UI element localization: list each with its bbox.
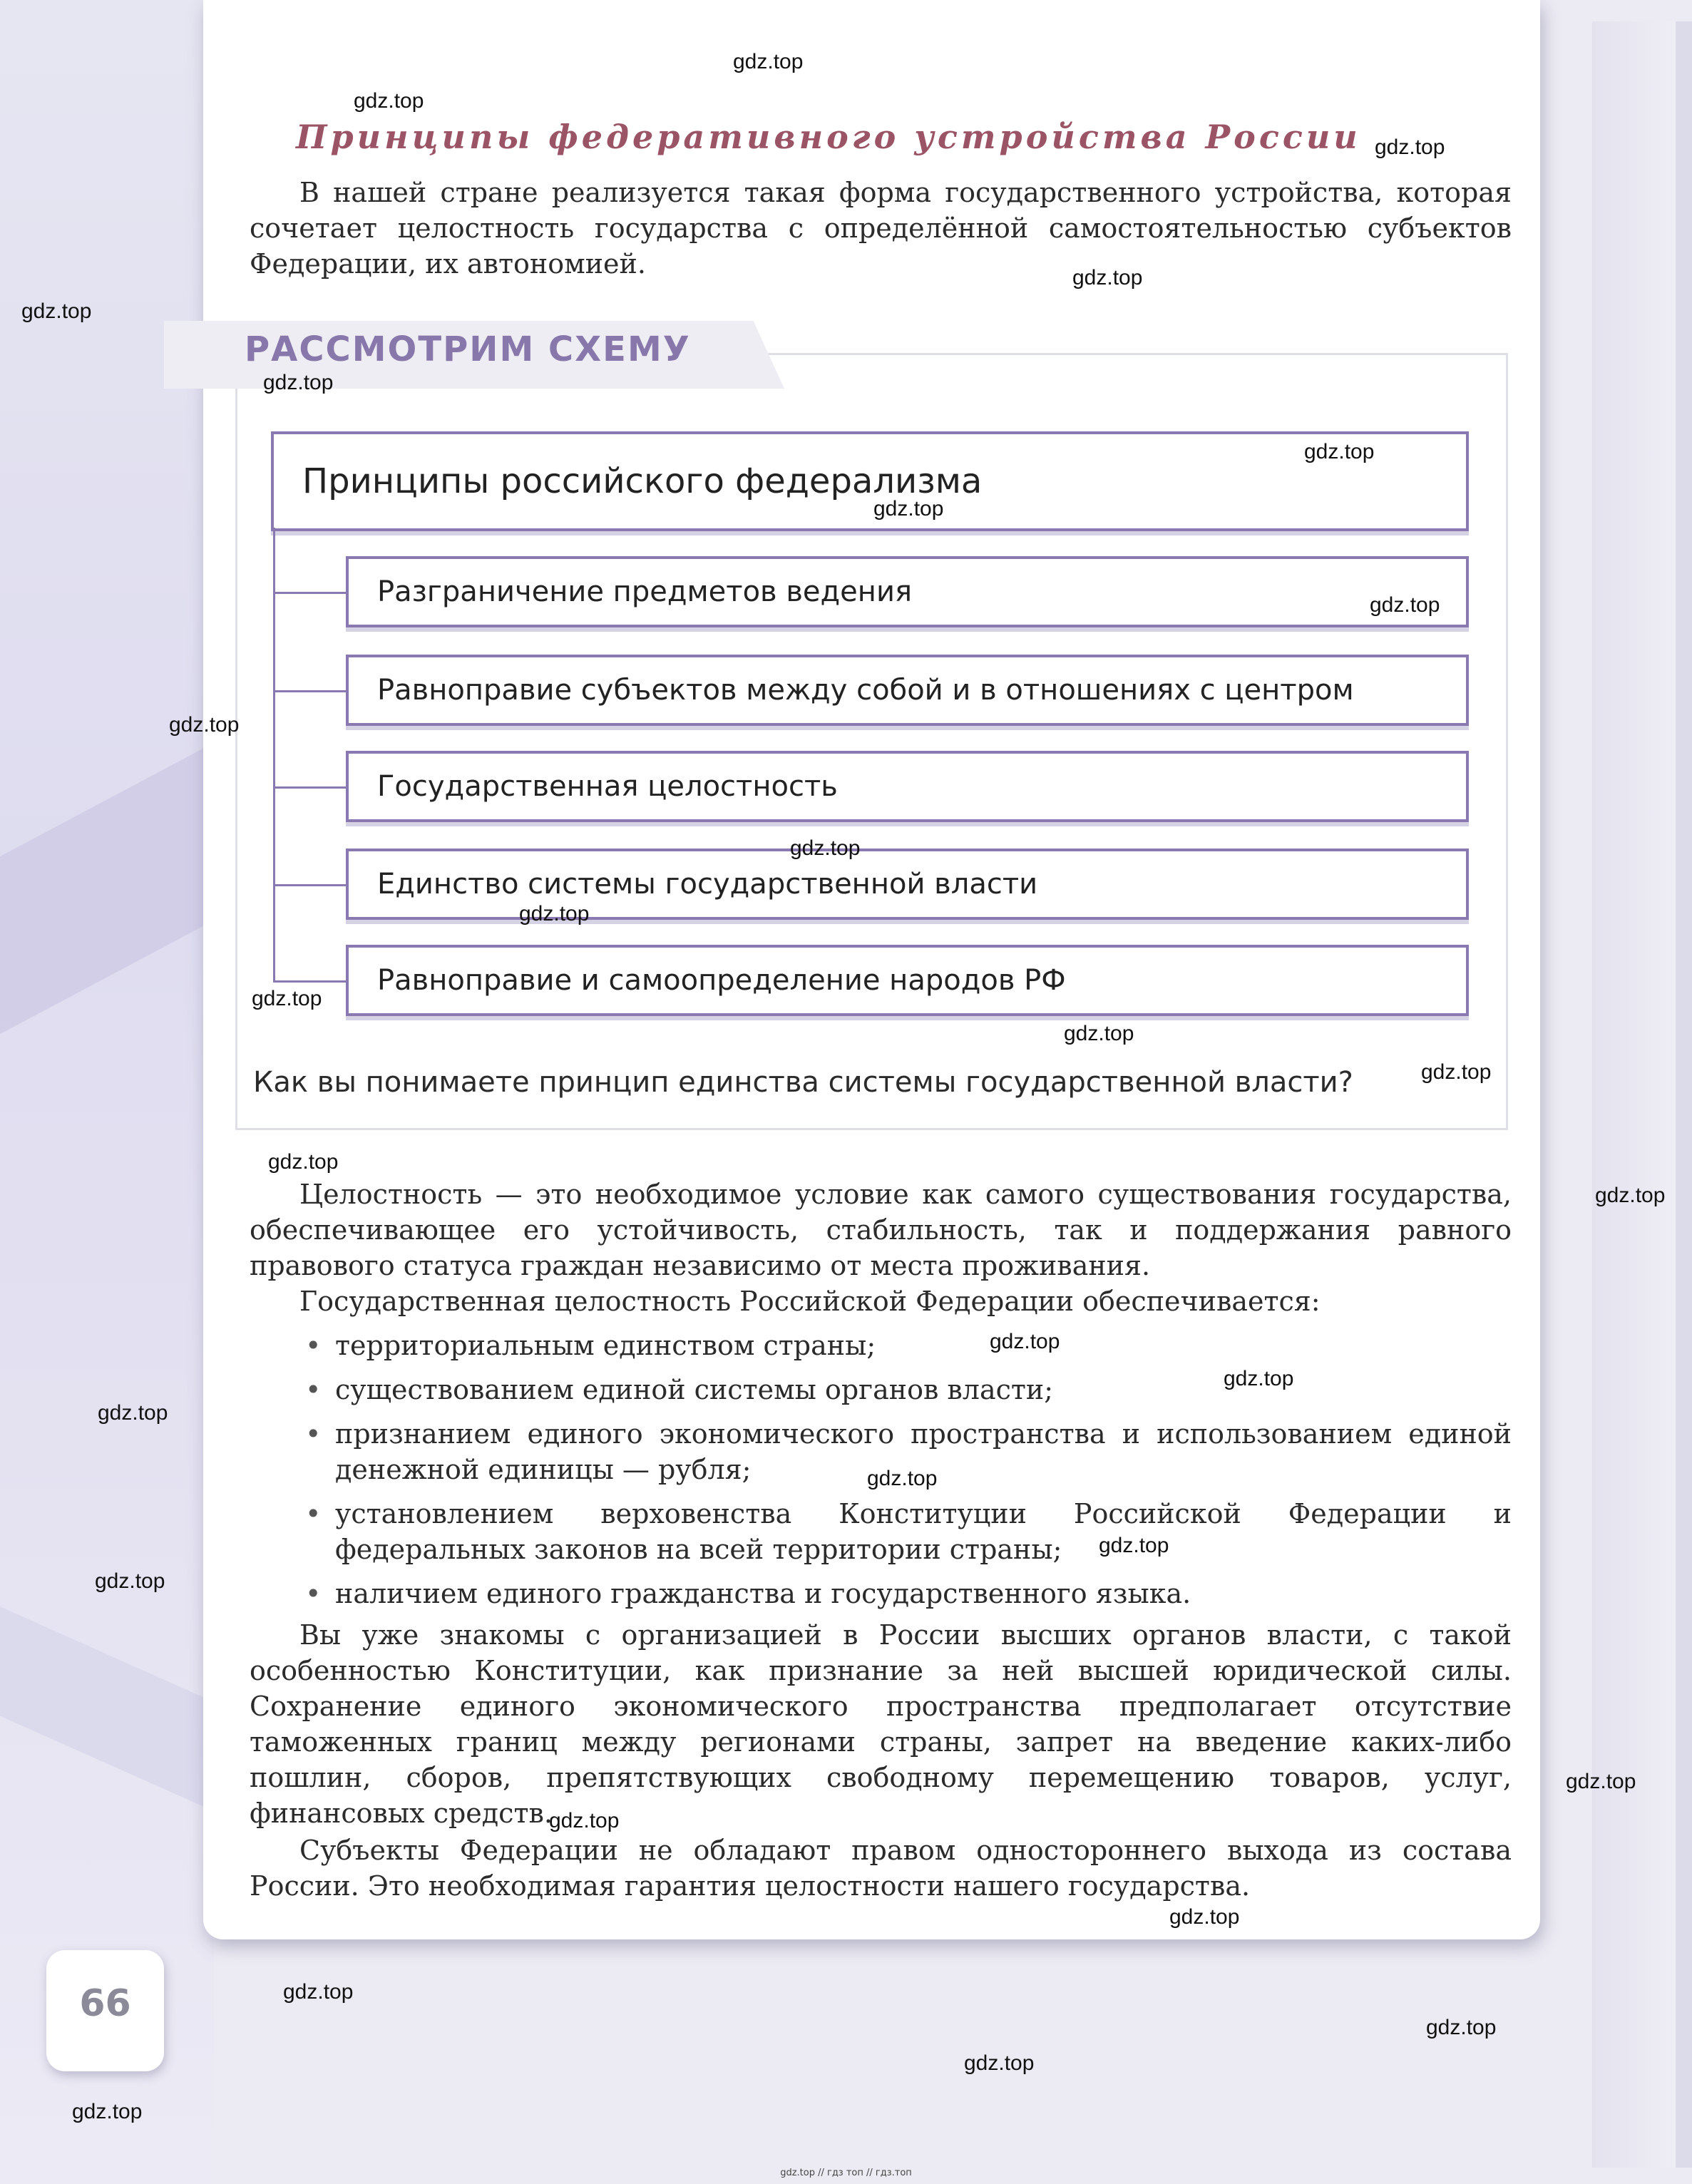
watermark: gdz.top: [990, 1330, 1060, 1353]
body-paragraph: [250, 1176, 1512, 1283]
watermark: gdz.top: [873, 497, 944, 521]
body-paragraph: [250, 1617, 1512, 1831]
watermark: gdz.top: [354, 89, 424, 113]
watermark: gdz.top: [549, 1809, 620, 1832]
scheme-question: Как вы понимаете принцип единства системы государственной власти?: [253, 1066, 1353, 1099]
scheme-connector: [273, 980, 346, 983]
watermark: gdz.top: [733, 50, 804, 73]
watermark: gdz.top: [1421, 1060, 1492, 1084]
page-number: 66: [79, 1982, 131, 2025]
watermark: gdz.top: [867, 1467, 938, 1490]
body-text: Государственная целостность Российской Федерации обеспечивается:: [299, 1286, 1321, 1317]
watermark: gdz.top: [1426, 2016, 1497, 2039]
body-paragraph: [250, 1283, 1512, 1319]
watermark: gdz.top: [1370, 593, 1440, 617]
bottom-note[interactable]: gdz.top // гдз топ // гдз.топ: [780, 2168, 912, 2178]
scheme-item-label: Единство системы государственной власти: [377, 868, 1038, 901]
watermark: gdz.top: [790, 836, 861, 860]
watermark: gdz.top: [1224, 1367, 1294, 1390]
body-text: Субъекты Федерации не обладают правом одностороннего выхода из состава России. Это необходимая гарантия целостности нашего государства.: [250, 1835, 1512, 1902]
watermark: gdz.top: [169, 713, 240, 737]
scheme-main-label: Принципы российского федерализма: [302, 461, 983, 501]
watermark: gdz.top: [1064, 1022, 1134, 1045]
watermark: gdz.top: [98, 1401, 168, 1425]
body-paragraph: [250, 1832, 1512, 1904]
intro-paragraph: [250, 175, 1512, 282]
scheme-item-label: Равноправие субъектов между собой и в отношениях с центром: [377, 674, 1354, 707]
scheme-item-box: [346, 849, 1469, 920]
scheme-connector: [273, 884, 346, 886]
scheme-item-label: Государственная целостность: [377, 770, 838, 803]
scheme-item-box: [346, 751, 1469, 822]
watermark: gdz.top: [1304, 440, 1375, 463]
watermark: gdz.top: [283, 1980, 354, 2004]
scheme-connector: [273, 786, 346, 789]
scheme-tag: РАССМОТРИМ СХЕМУ: [245, 329, 691, 369]
list-item: • территориальным единством страны;: [299, 1328, 1512, 1363]
watermark: gdz.top: [519, 902, 590, 926]
watermark: gdz.top: [72, 2100, 143, 2123]
watermark: gdz.top: [95, 1569, 165, 1593]
watermark: gdz.top: [21, 299, 92, 323]
list-item: • наличием единого гражданства и государственного языка.: [299, 1576, 1512, 1611]
watermark: gdz.top: [1595, 1184, 1666, 1207]
list-item: • признанием единого экономического пространства и использованием единой денежной единицы — рубля;: [299, 1416, 1512, 1487]
watermark: gdz.top: [252, 987, 322, 1010]
scheme-item-box: [346, 655, 1469, 726]
watermark: gdz.top: [1566, 1770, 1636, 1793]
watermark: gdz.top: [964, 2051, 1035, 2075]
intro-text: В нашей стране реализуется такая форма государственного устройства, которая сочетает целостность государства с определённой самостоятельностью субъектов Федерации, их автономией.: [250, 177, 1512, 280]
watermark: gdz.top: [263, 371, 334, 394]
scheme-item-box: [346, 556, 1469, 627]
scheme-connector: [273, 690, 346, 692]
scheme-item-label: Разграничение предметов ведения: [377, 575, 912, 608]
next-page-edge: [1676, 21, 1692, 2168]
watermark: gdz.top: [268, 1150, 339, 1174]
body-text: Целостность — это необходимое условие как самого существования государства, обеспечивающее его устойчивость, стабильность, так и поддержания равного правового статуса граждан независимо от места проживания.: [250, 1179, 1512, 1281]
section-title: Принципы федеративного устройства России: [296, 118, 1361, 156]
watermark: gdz.top: [1099, 1534, 1169, 1557]
scheme-main-box: [271, 431, 1469, 531]
scheme-item-label: Равноправие и самоопределение народов РФ: [377, 964, 1066, 997]
scheme-connector: [273, 528, 275, 983]
scheme-item-box: [346, 945, 1469, 1016]
list-item: • установлением верховенства Конституции Российской Федерации и федеральных законов на всей территории страны;: [299, 1496, 1512, 1567]
body-text: Вы уже знакомы с организацией в России высших органов власти, с такой особенностью Конституции, как признание за ней высшей юридической силы. Сохранение единого экономического пространства предполагает отсутствие таможенных границ между регионами страны, запрет на введение каких-либо пошлин, сборов, препятствующих свободному перемещению товаров, услуг, финансовых средств.: [250, 1619, 1512, 1829]
watermark: gdz.top: [1072, 266, 1143, 289]
list-item: • существованием единой системы органов власти;: [299, 1372, 1512, 1408]
watermark: gdz.top: [1375, 135, 1445, 159]
watermark: gdz.top: [1169, 1905, 1240, 1929]
scheme-connector: [273, 592, 346, 594]
